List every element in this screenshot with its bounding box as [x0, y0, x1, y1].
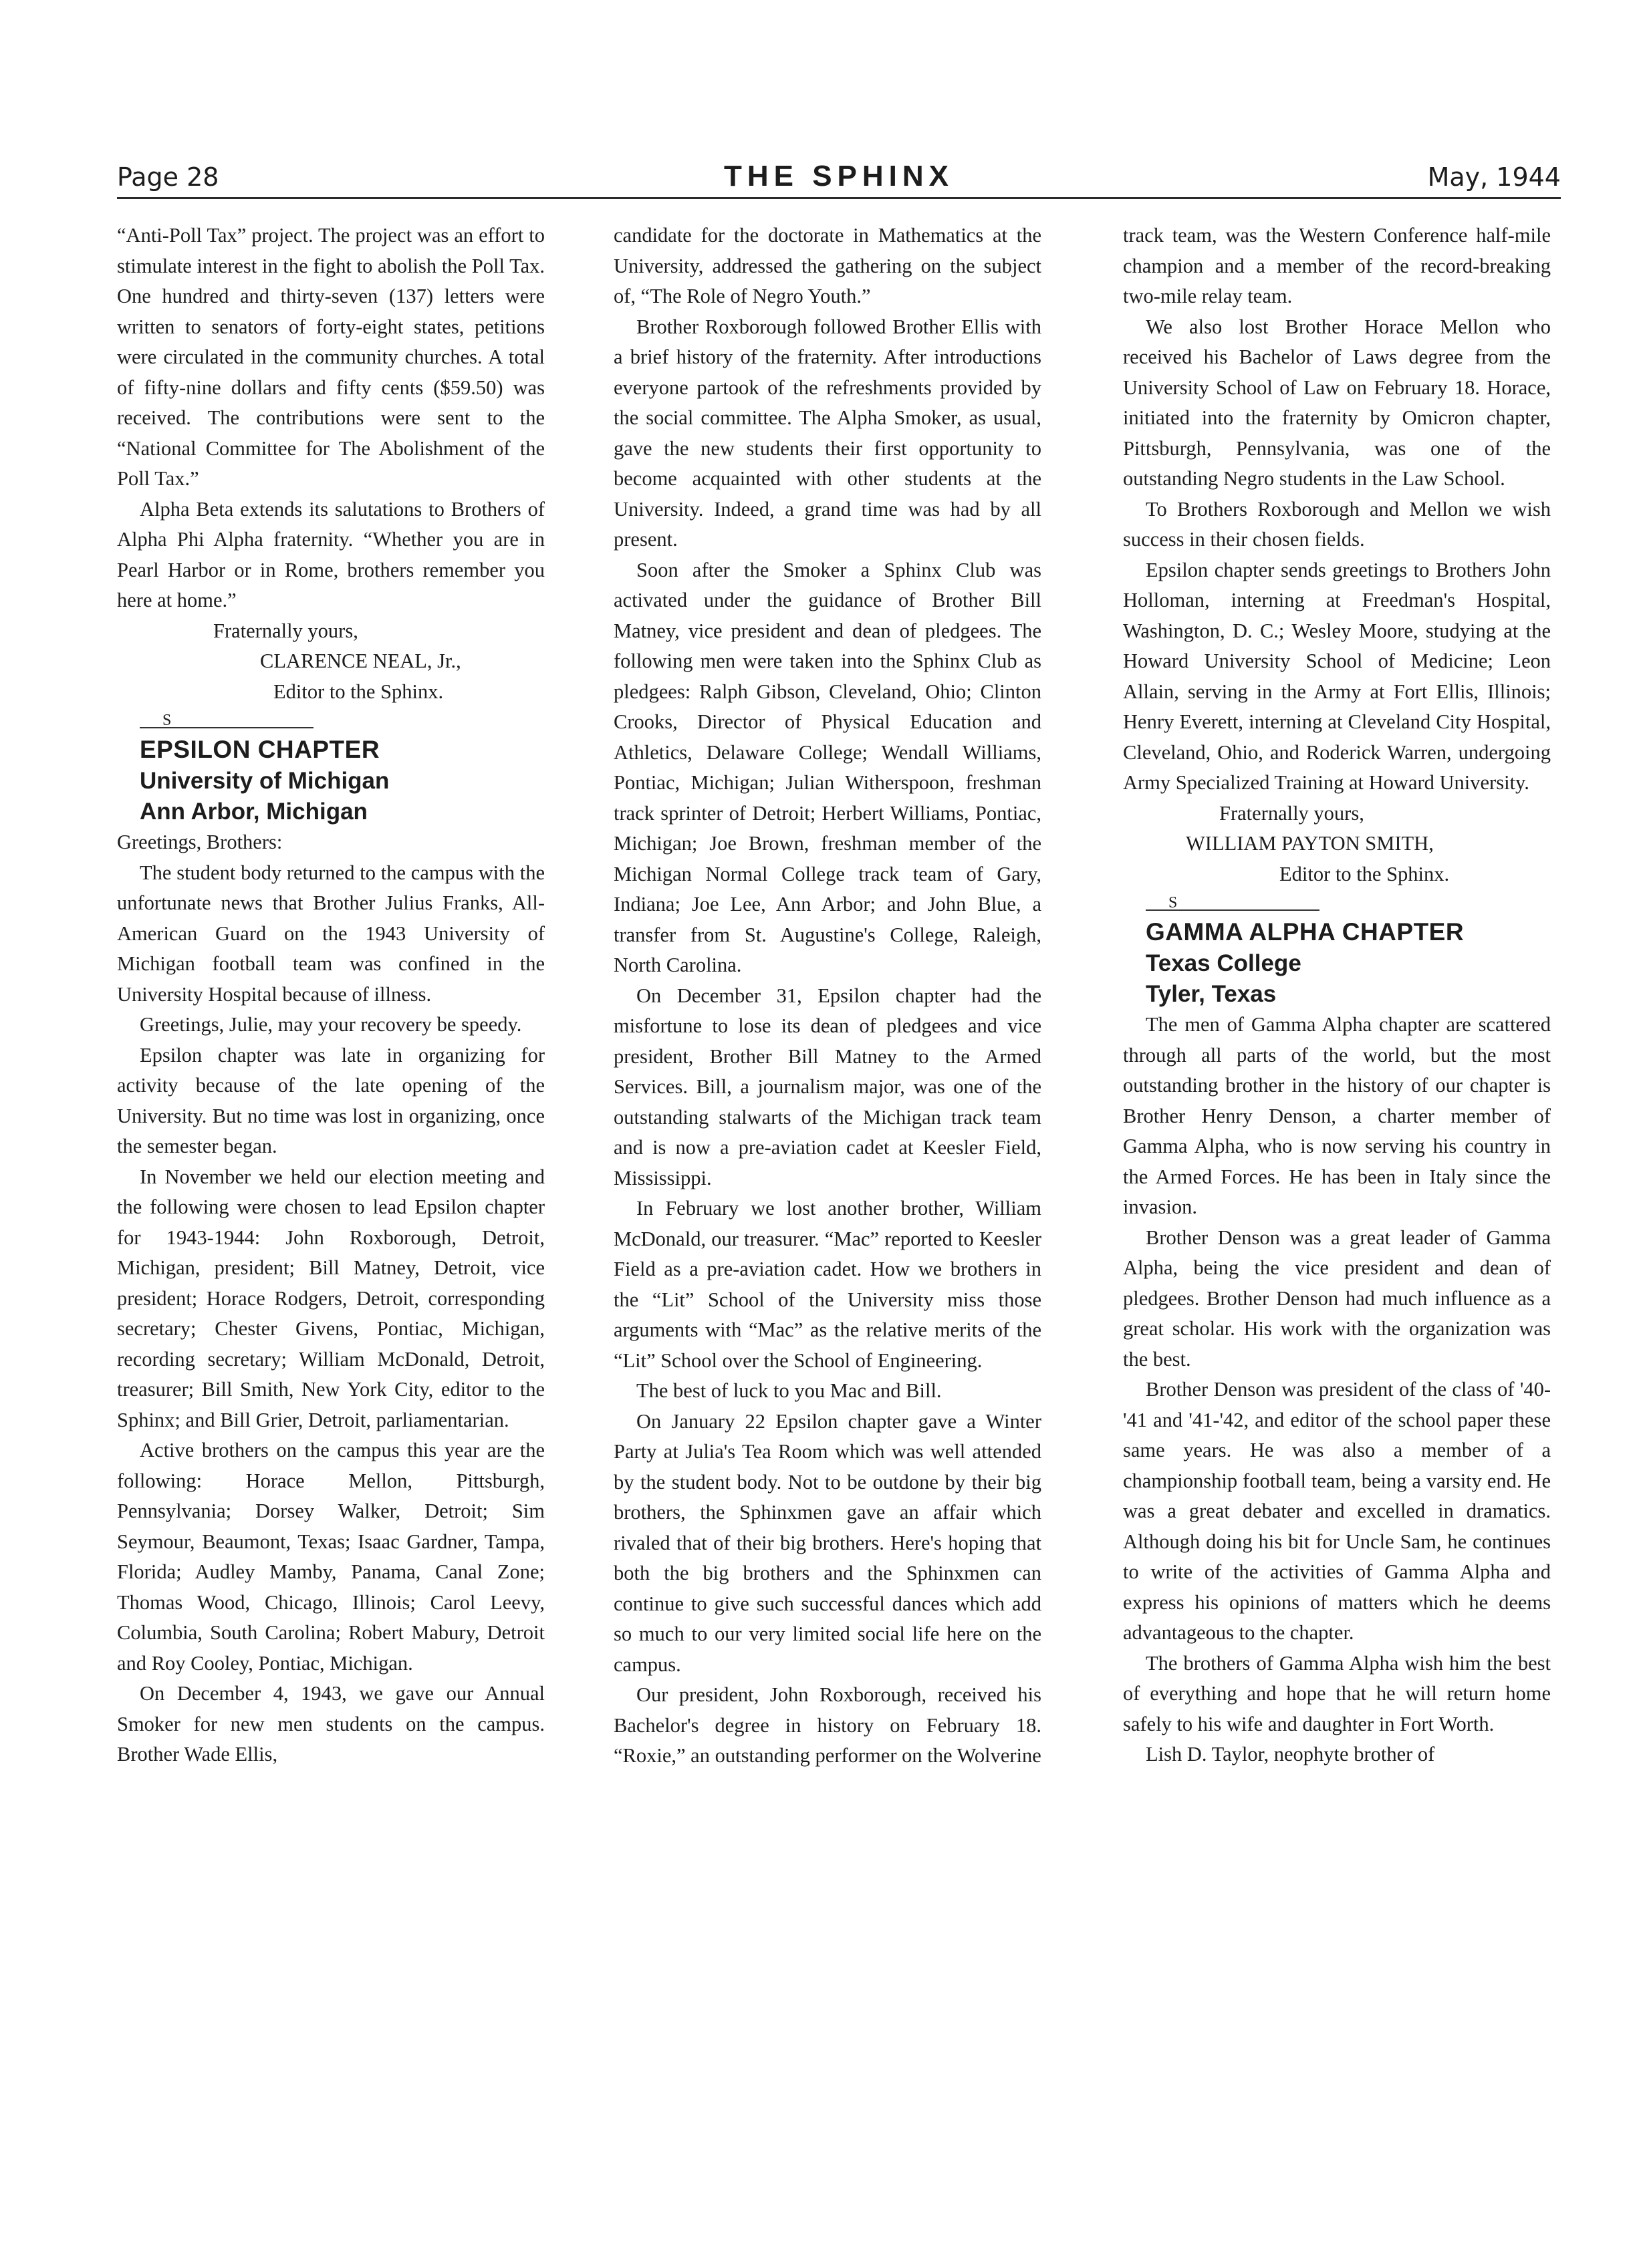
- paragraph: Epsilon chapter was late in organizing for activity because of the late opening of the University. But no time was lost in organizing, once the semester began.: [117, 1043, 545, 1157]
- paragraph: In November we held our election meeting and the following were chosen to lead Epsilon chapter for 1943-1944: John Roxborough, Detroit, Michigan, president; Bill Matney, Detroit, vice president; Horace Rodgers, Detroit, corresponding secretary; Chester Givens, Pontiac, Michigan, recording secretary; William McDonald, Detroit, treasurer; Bill Smith, New York City, editor to the Sphinx; and Bill Grier, Detroit, parliamentarian.: [117, 1165, 545, 1431]
- page-header: [117, 150, 1561, 199]
- signature-title: Editor to the Sphinx.: [1279, 862, 1450, 885]
- paragraph: On December 31, Epsilon chapter had the misfortune to lose its dean of pledgees and vice president, Brother Bill Matney to the Armed Services. Bill, a journalism major, was one of the outstanding stalwarts of the Michigan track team and is now a pre-aviation cadet at Keesler Field, Mississippi.: [614, 984, 1041, 1189]
- paragraph: “Anti-Poll Tax” project. The project was an effort to stimulate interest in the fight to abolish the Poll Tax. One hundred and thirty-seven (137) letters were written to senators of forty-eight states, petitions were circulated in the community churches. A total of fifty-nine dollars and fifty cents ($59.50) was received. The contributions were sent to the “National Committee for The Abolishment of the Poll Tax.”: [117, 224, 545, 490]
- paragraph: Active brothers on the campus this year are the following: Horace Mellon, Pittsburgh, Pennsylvania; Dorsey Walker, Detroit; Sim Seymour, Beaumont, Texas; Isaac Gardner, Tampa, Florida; Audley Mamby, Panama, Canal Zone; Thomas Wood, Chicago, Illinois; Carol Leevy, Columbia, South Carolina; Robert Mabury, Detroit and Roy Cooley, Pontiac, Michigan.: [117, 1439, 545, 1675]
- signature-name: WILLIAM PAYTON SMITH,: [1186, 832, 1434, 855]
- paragraph: track team, was the Western Conference half-mile champion and a member of the record-breaking two-mile relay team.: [1123, 224, 1551, 307]
- paragraph: Alpha Beta extends its salutations to Brothers of Alpha Phi Alpha fraternity. “Whether you are in Pearl Harbor or in Rome, brothers remember you here at home.”: [117, 497, 545, 611]
- paragraph: Lish D. Taylor, neophyte brother of: [1146, 1743, 1435, 1765]
- signature-closing: Fraternally yours,: [213, 619, 358, 642]
- paragraph: The brothers of Gamma Alpha wish him the best of everything and hope that he will return home safely to his wife and daughter in Fort Worth.: [1123, 1651, 1551, 1735]
- chapter-city: Tyler, Texas: [1146, 981, 1277, 1007]
- greeting: Greetings, Brothers:: [117, 831, 283, 853]
- issue-date: May, 1944: [1427, 162, 1561, 192]
- signature-closing: Fraternally yours,: [1219, 801, 1364, 825]
- magazine-title: THE SPHINX: [723, 160, 955, 192]
- paragraph: Soon after the Smoker a Sphinx Club was activated under the guidance of Brother Bill Matney, vice president and dean of pledgees. The following men were taken into the Sphinx Club as pledgees: Ralph Gibson, Cleveland, Ohio; Clinton Crooks, Director of Physical Education and Athletics, Delaware College; Wendall Williams, Pontiac, Michigan; Julian Witherspoon, freshman track sprinter of Detroit; Herbert Williams, Pontiac, Michigan; Joe Brown, freshman member of the Michigan Normal College track team of Gary, Indiana; Joe Lee, Ann Arbor; and John Blue, a transfer from St. Augustine's College, Raleigh, North Carolina.: [614, 558, 1041, 976]
- page-number: Page 28: [117, 162, 219, 192]
- paragraph: On January 22 Epsilon chapter gave a Winter Party at Julia's Tea Room which was well attended by the student body. Not to be outdone by their big brothers, the Sphinxmen gave an affair which rivaled that of their big brothers. Here's hoping that both the big brothers and the Sphinxmen can continue to give such successful dances which add so much to our very limited social life here on the campus.: [614, 1409, 1041, 1676]
- paragraph: Brother Denson was president of the class of '40-'41 and '41-'42, and editor of the school paper these same years. He was also a member of a championship football team, being a varsity end. He was a great debater and excelled in dramatics. Although doing his bit for Uncle Sam, he continues to write of the activities of Gamma Alpha and express his opinions of matters which he deems advantageous to the chapter.: [1123, 1378, 1551, 1644]
- paragraph: To Brothers Roxborough and Mellon we wish success in their chosen fields.: [1123, 497, 1551, 551]
- paragraph: Brother Roxborough followed Brother Ellis with a brief history of the fraternity. After introductions everyone partook of the refreshments provided by the social committee. The Alpha Smoker, as usual, gave the new students their first opportunity to become acquainted with other students at the University. Indeed, a grand time was had by all present.: [614, 315, 1041, 551]
- chapter-heading: EPSILON CHAPTER: [140, 736, 380, 763]
- paragraph: The best of luck to you Mac and Bill.: [636, 1379, 942, 1402]
- chapter-city: Ann Arbor, Michigan: [140, 799, 368, 825]
- separator-letter: S: [1146, 896, 1319, 911]
- paragraph: Brother Denson was a great leader of Gamma Alpha, being the vice president and dean of pledgees. Brother Denson had much influence as a great scholar. His work with the organization was the best.: [1123, 1226, 1551, 1371]
- paragraph: The men of Gamma Alpha chapter are scattered through all parts of the world, but the most outstanding brother in the history of our chapter is Brother Henry Denson, a charter member of Gamma Alpha, who is now serving his country in the Armed Forces. He has been in Italy since the invasion.: [1123, 1013, 1551, 1218]
- paragraph: Our president, John Roxborough, received his Bachelor's degree in history on February 18. “Roxie,” an outstanding performer on the Wolverine: [614, 1683, 1041, 1767]
- section-separator: [1123, 889, 1551, 916]
- chapter-school: Texas College: [1146, 950, 1301, 976]
- paragraph: We also lost Brother Horace Mellon who received his Bachelor of Laws degree from the University School of Law on February 18. Horace, initiated into the fraternity by Omicron chapter, Pittsburgh, Pennsylvania, was one of the outstanding Negro students in the Law School.: [1123, 315, 1551, 490]
- column-middle: [614, 221, 1041, 1771]
- section-separator: [117, 707, 545, 734]
- column-right: [1123, 221, 1551, 1770]
- signature-title: Editor to the Sphinx.: [273, 680, 444, 703]
- chapter-heading: GAMMA ALPHA CHAPTER: [1146, 918, 1465, 946]
- signature-name: CLARENCE NEAL, Jr.,: [260, 650, 461, 672]
- column-left: [117, 221, 545, 1770]
- paragraph: Epsilon chapter sends greetings to Brothers John Holloman, interning at Freedman's Hospital, Washington, D. C.; Wesley Moore, studying at the Howard University School of Medicine; Leon Allain, serving in the Army at Fort Ellis, Illinois; Henry Everett, interning at Cleveland City Hospital, Cleveland, Ohio, and Roderick Warren, undergoing Army Specialized Training at Howard University.: [1123, 558, 1551, 794]
- paragraph: On December 4, 1943, we gave our Annual Smoker for new men students on the campus. Brother Wade Ellis,: [117, 1682, 545, 1765]
- chapter-school: University of Michigan: [140, 768, 390, 794]
- paragraph: candidate for the doctorate in Mathematics at the University, addressed the gathering on the subject of, “The Role of Negro Youth.”: [614, 224, 1041, 307]
- paragraph: The student body returned to the campus with the unfortunate news that Brother Julius Franks, All-American Guard on the 1943 University of Michigan football team was confined in the University Hospital because of illness.: [117, 861, 545, 1006]
- paragraph: In February we lost another brother, William McDonald, our treasurer. “Mac” reported to Keesler Field as a pre-aviation cadet. How we brothers in the “Lit” School of the University miss those arguments with “Mac” as the relative merits of the “Lit” School over the School of Engineering.: [614, 1197, 1041, 1372]
- paragraph: Greetings, Julie, may your recovery be speedy.: [140, 1013, 522, 1036]
- separator-letter: S: [140, 714, 313, 728]
